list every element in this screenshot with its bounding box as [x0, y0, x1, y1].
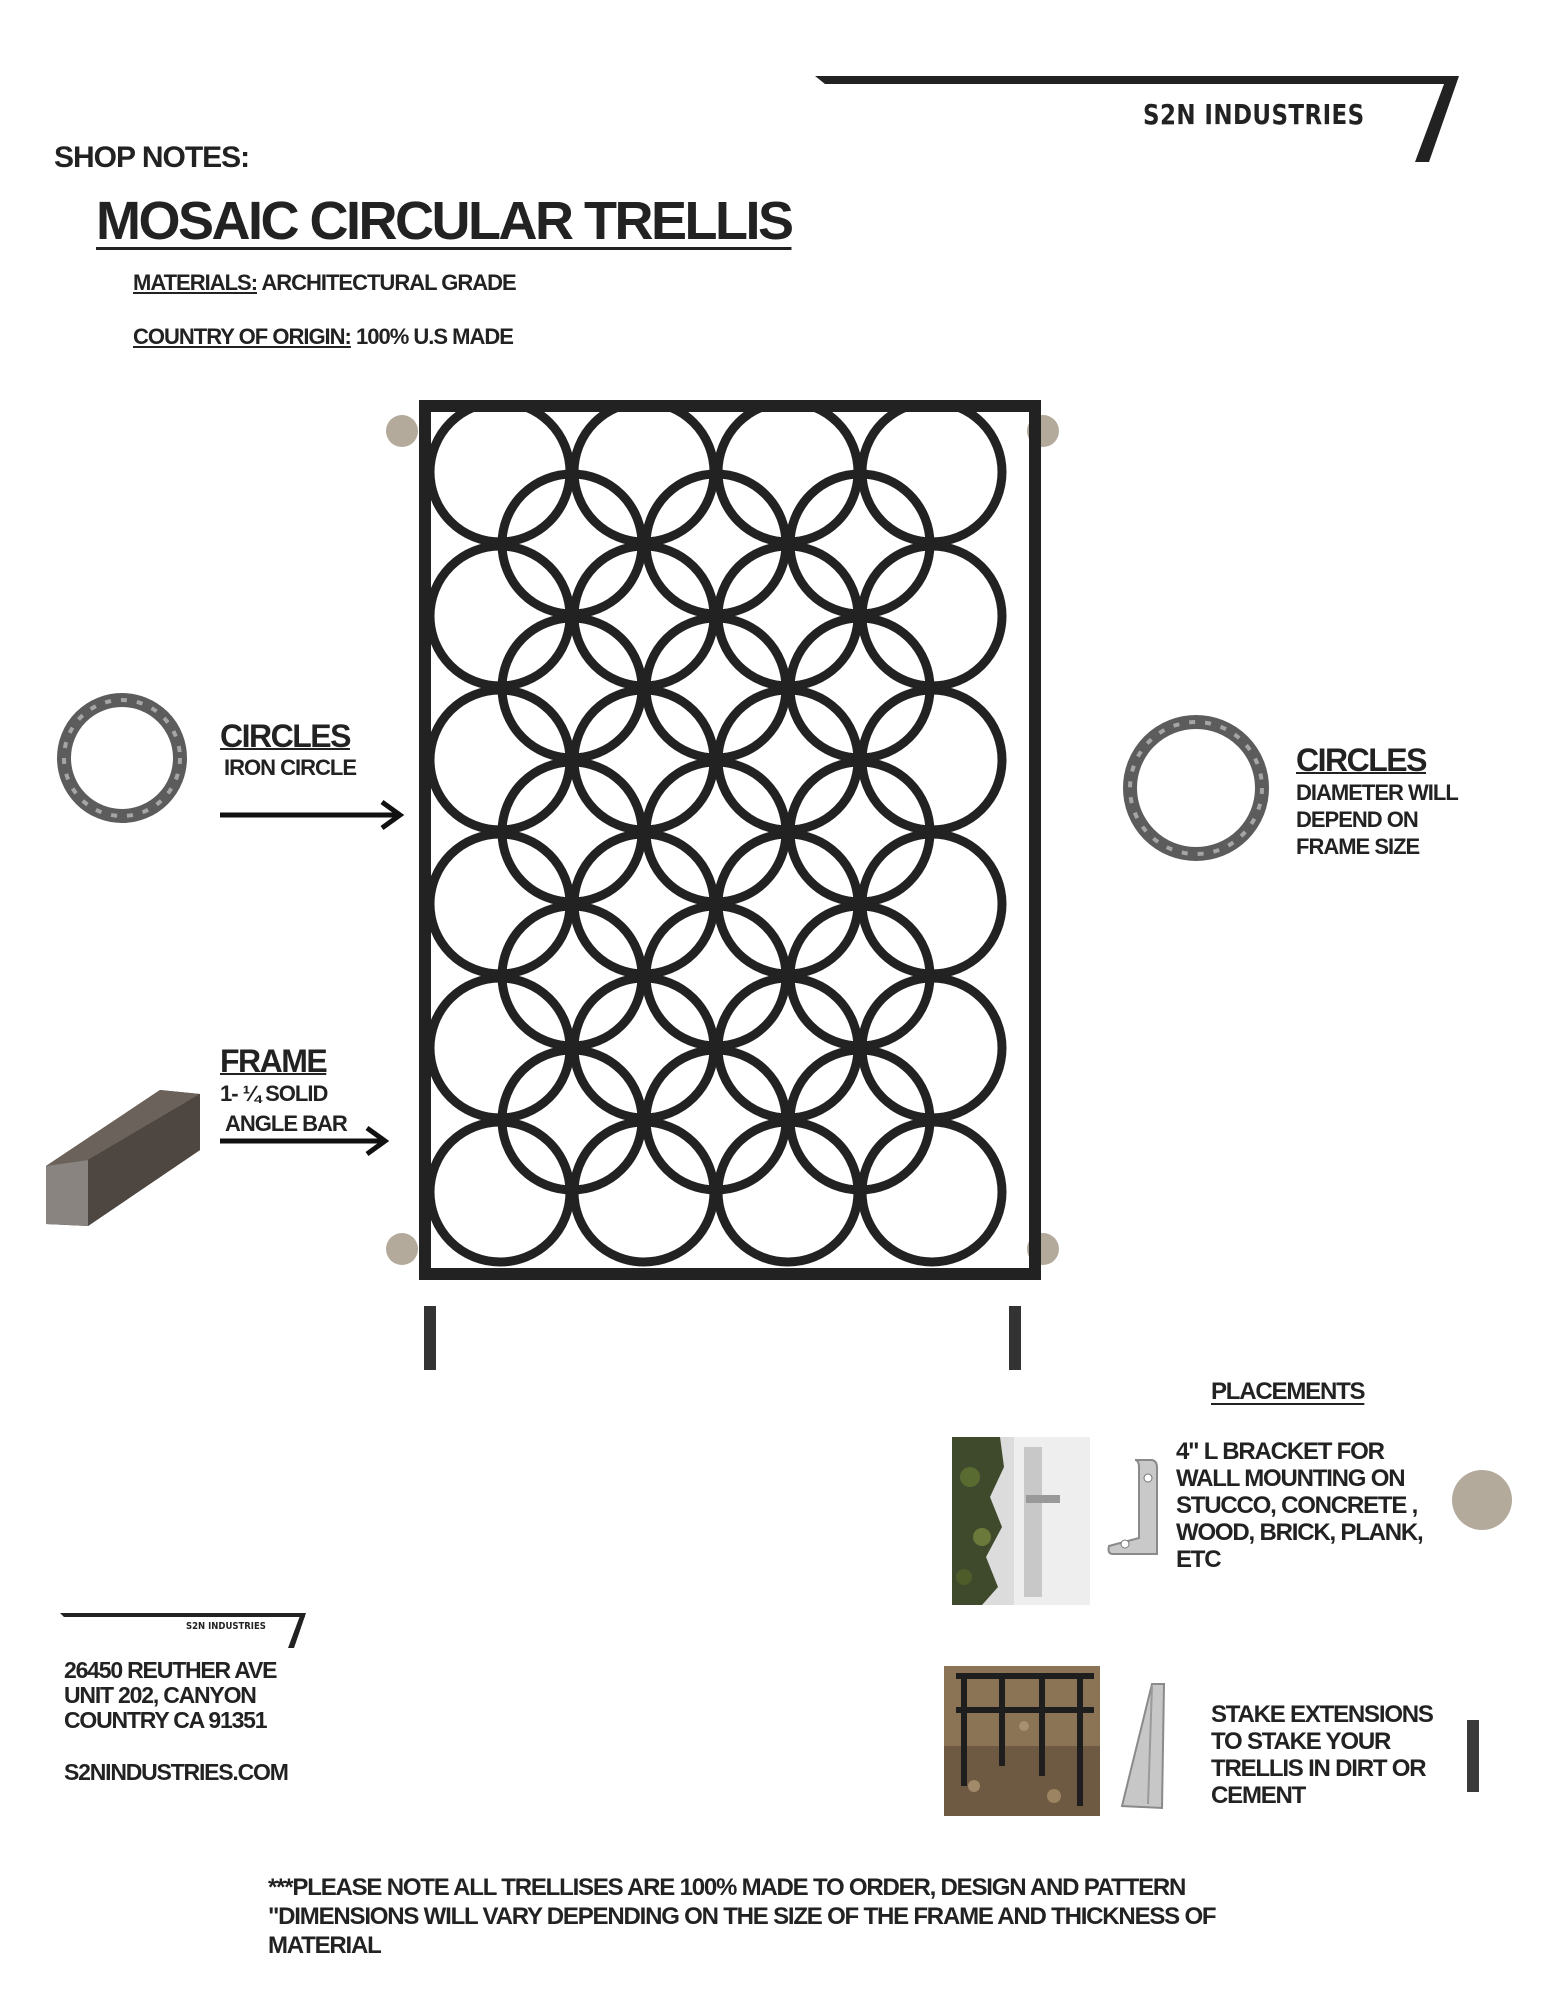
- trellis-ring: [790, 906, 930, 1046]
- trellis-ring: [502, 1050, 642, 1190]
- trellis-ring: [430, 834, 570, 974]
- footer-note-line3: MATERIAL: [268, 1932, 381, 1959]
- address-line2: UNIT 202, CANYON: [64, 1682, 256, 1708]
- iron-circle-image-right: [1118, 710, 1274, 866]
- arrow-right-icon: [218, 798, 408, 832]
- trellis-ring: [574, 1122, 714, 1262]
- address-line1: 26450 REUTHER AVE: [64, 1657, 277, 1683]
- trellis-ring: [430, 690, 570, 830]
- trellis-ring: [718, 834, 858, 974]
- arrow-right-icon: [218, 1124, 393, 1158]
- trellis-ring: [646, 474, 786, 614]
- trellis-ring: [862, 546, 1002, 686]
- stake-left: [424, 1306, 436, 1370]
- website-link[interactable]: S2NINDUSTRIES.COM: [64, 1759, 288, 1785]
- iron-circle-image-left: [52, 688, 192, 828]
- wall-bracket-photo: [952, 1437, 1090, 1605]
- mount-dot-legend: [1450, 1468, 1514, 1532]
- trellis-ring: [646, 906, 786, 1046]
- frame-line1: 1- ¼ SOLID: [220, 1081, 328, 1106]
- trellis-ring: [718, 546, 858, 686]
- origin-value: 100% U.S MADE: [350, 324, 513, 349]
- frame-line2: ANGLE BAR: [225, 1111, 347, 1136]
- trellis-ring: [430, 978, 570, 1118]
- trellis-ring: [646, 618, 786, 758]
- trellis-ring: [502, 906, 642, 1046]
- right-circles-line3: FRAME SIZE: [1296, 834, 1420, 859]
- placements-title: PLACEMENTS: [1211, 1378, 1365, 1405]
- trellis-ring: [646, 762, 786, 902]
- trellis-ring: [502, 762, 642, 902]
- stake-line4: CEMENT: [1211, 1782, 1306, 1809]
- stake-right: [1009, 1306, 1021, 1370]
- trellis-drawing: [380, 400, 1080, 1380]
- l-bracket-image: [1105, 1458, 1163, 1560]
- trellis-ring: [790, 618, 930, 758]
- trellis-ring: [862, 402, 1002, 542]
- trellis-ring: [862, 1122, 1002, 1262]
- stake-extension-image: [1118, 1682, 1170, 1810]
- page-title: MOSAIC CIRCULAR TRELLIS: [96, 191, 792, 251]
- address-line3: COUNTRY CA 91351: [64, 1707, 267, 1733]
- trellis-ring: [574, 546, 714, 686]
- trellis-ring: [574, 834, 714, 974]
- trellis-ring: [574, 402, 714, 542]
- brand-mini-name: S2N INDUSTRIES: [186, 1621, 266, 1632]
- left-circles-title: CIRCLES: [220, 718, 350, 754]
- stake-line1: STAKE EXTENSIONS: [1211, 1701, 1433, 1728]
- frame-title: FRAME: [220, 1043, 327, 1079]
- trellis-ring: [790, 1050, 930, 1190]
- origin-label: COUNTRY OF ORIGIN:: [133, 324, 351, 349]
- trellis-ring: [430, 546, 570, 686]
- trellis-ring: [718, 690, 858, 830]
- brand-mini-banner: [60, 1612, 310, 1652]
- stake-legend-bar: [1466, 1720, 1480, 1792]
- trellis-ring: [430, 1122, 570, 1262]
- trellis-ring: [502, 474, 642, 614]
- shop-notes-label: SHOP NOTES:: [54, 141, 250, 174]
- trellis-ring: [862, 978, 1002, 1118]
- materials-value: ARCHITECTURAL GRADE: [257, 270, 516, 295]
- stake-line2: TO STAKE YOUR: [1211, 1728, 1391, 1755]
- trellis-ring: [430, 402, 570, 542]
- angle-bar-image: [40, 1090, 205, 1240]
- left-circles-sub: IRON CIRCLE: [224, 755, 356, 780]
- origin-line: [133, 324, 513, 350]
- trellis-ring: [718, 978, 858, 1118]
- footer-note-line2: "DIMENSIONS WILL VARY DEPENDING ON THE SIZE OF THE FRAME AND THICKNESS OF: [268, 1903, 1216, 1930]
- footer-note: [268, 1873, 1368, 1960]
- materials-line: [133, 270, 516, 296]
- circle-pattern: [430, 402, 1002, 1262]
- trellis-ring: [502, 618, 642, 758]
- brand-name: S2N INDUSTRIES: [1143, 98, 1365, 131]
- right-circles-line1: DIAMETER WILL: [1296, 780, 1458, 805]
- trellis-ring: [862, 834, 1002, 974]
- trellis-ring: [646, 1050, 786, 1190]
- bracket-line4: WOOD, BRICK, PLANK,: [1176, 1519, 1423, 1546]
- trellis-ring: [718, 402, 858, 542]
- trellis-ring: [574, 690, 714, 830]
- right-circles-title: CIRCLES: [1296, 742, 1426, 778]
- trellis-ring: [718, 1122, 858, 1262]
- trellis-ring: [790, 762, 930, 902]
- materials-label: MATERIALS:: [133, 270, 258, 295]
- trellis-ring: [862, 690, 1002, 830]
- bracket-line2: WALL MOUNTING ON: [1176, 1465, 1405, 1492]
- footer-note-line1: ***PLEASE NOTE ALL TRELLISES ARE 100% MADE TO ORDER, DESIGN AND PATTERN: [268, 1874, 1186, 1901]
- stake-photo: [944, 1666, 1100, 1816]
- bracket-line5: ETC: [1176, 1546, 1221, 1573]
- brand-banner-graphic: [815, 72, 1465, 167]
- mount-dot-top-left: [386, 415, 418, 447]
- stake-line3: TRELLIS IN DIRT OR: [1211, 1755, 1426, 1782]
- trellis-ring: [574, 978, 714, 1118]
- trellis-ring: [790, 474, 930, 614]
- mount-dot-bottom-left: [386, 1233, 418, 1265]
- right-circles-line2: DEPEND ON: [1296, 807, 1418, 832]
- bracket-line1: 4" L BRACKET FOR: [1176, 1438, 1384, 1465]
- bracket-line3: STUCCO, CONCRETE ,: [1176, 1492, 1418, 1519]
